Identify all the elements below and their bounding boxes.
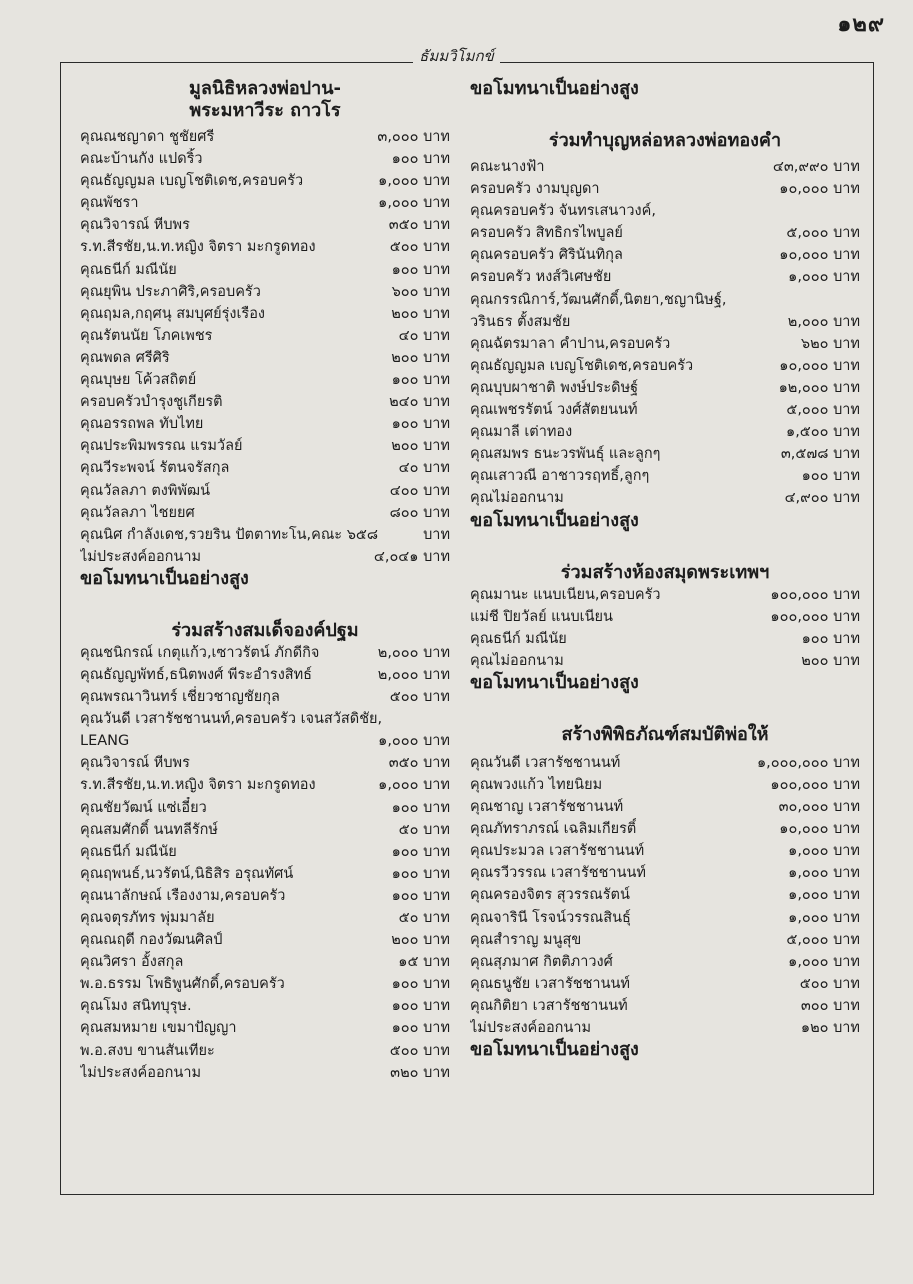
donor-amount: ๖๒๐ บาท <box>800 335 860 352</box>
donor-name: คุณพวงแก้ว ไทยนิยม <box>470 776 603 793</box>
donor-name: คุณครอบครัว จันทรเสนาวงค์, <box>470 203 656 220</box>
donor-amount: ๒๐๐ บาท <box>801 652 860 669</box>
donor-name: คุณวัลลภา ตงพิพัฒน์ <box>80 482 210 499</box>
donor-row <box>80 951 450 973</box>
donor-amount: ๔๐ บาท <box>398 327 450 344</box>
donor-name: คุณรัตนนัย โภคเพชร <box>80 327 213 344</box>
donor-row <box>80 524 450 546</box>
donor-row <box>80 259 450 281</box>
thanks-line: ขอโมทนาเป็นอย่างสูง <box>470 509 639 531</box>
donor-name: คุณพดล ศรีศิริ <box>80 349 170 366</box>
donor-amount: ๑,๐๐๐ บาท <box>378 195 450 212</box>
donor-row <box>470 311 860 333</box>
donor-name: คุณธัญญมล เบญโชติเดช,ครอบครัว <box>470 357 694 374</box>
donor-list-golden-a <box>470 156 860 200</box>
donor-amount: ๑๐,๐๐๐ บาท <box>779 357 860 374</box>
section-title-museum: สร้างพิพิธภัณฑ์สมบัติพ่อให้ <box>561 723 769 745</box>
running-header-text: ธัมมวิโมกข์ <box>413 47 500 65</box>
donor-amount: ๓,๐๐๐ บาท <box>377 129 450 145</box>
donor-row <box>470 973 860 995</box>
donor-amount: ๓๕๐ บาท <box>388 217 450 234</box>
donor-row <box>80 708 450 730</box>
donor-row <box>80 192 450 214</box>
donor-amount: ๕๐๐ บาท <box>389 689 450 706</box>
donor-name: คุณไม่ออกนาม <box>470 490 564 507</box>
donor-amount: ๑๐๐ บาท <box>391 799 450 816</box>
donor-name: วรินธร ตั้งสมชัย <box>470 313 571 330</box>
donor-amount: ๔,๐๔๑ บาท <box>373 548 450 565</box>
donor-name: คุณธนีก์ มณีนัย <box>80 261 177 278</box>
donor-amount: ๓๕๐ บาท <box>388 755 450 772</box>
donor-row <box>80 841 450 863</box>
donor-name: คุณสุภมาศ กิตติภาวงศ์ <box>470 953 613 970</box>
donor-amount: ๑๒,๐๐๐ บาท <box>778 379 860 396</box>
section-title-foundation: มูลนิธิหลวงพ่อปาน- <box>189 78 341 99</box>
donor-name: คุณฤมล,กฤศนุ สมบุศย์รุ่งเรือง <box>80 305 265 322</box>
donor-row <box>80 1040 450 1062</box>
donor-name: คุณพัชรา <box>80 195 139 212</box>
section-title-library: ร่วมสร้างห้องสมุดพระเทพฯ <box>560 561 770 583</box>
donor-row <box>470 156 860 178</box>
donor-row <box>470 443 860 465</box>
donor-row <box>80 863 450 885</box>
donor-row <box>80 369 450 391</box>
donor-name: คุณพรณาวินทร์ เชี่ยวชาญชัยกุล <box>80 689 280 706</box>
donor-amount: ๕,๐๐๐ บาท <box>786 225 860 242</box>
donor-row <box>80 126 450 148</box>
donor-amount: ๓๐,๐๐๐ บาท <box>778 799 860 816</box>
donor-name: คุณวัลลภา ไชยยศ <box>80 504 195 521</box>
donor-name: คุณรวีวรรณ เวสารัชชานนท์ <box>470 865 646 882</box>
donor-row <box>80 236 450 258</box>
donor-amount: ๑,๐๐๐ บาท <box>788 887 860 904</box>
donor-row <box>80 686 450 708</box>
donor-amount: ๔๓,๙๙๐ บาท <box>772 159 860 175</box>
donor-list-foundation <box>80 126 450 568</box>
donor-row <box>80 929 450 951</box>
donor-row <box>470 818 860 840</box>
donor-row <box>80 1062 450 1084</box>
donor-row <box>470 399 860 421</box>
donor-amount: ๒๐๐ บาท <box>391 438 450 455</box>
donor-name: ครอบครัว สิทธิกรไพบูลย์ <box>470 225 623 242</box>
donor-row <box>470 796 860 818</box>
donor-row <box>80 774 450 796</box>
donor-name: พ.อ.สงบ ขานสันเทียะ <box>80 1042 215 1059</box>
donor-row <box>470 862 860 884</box>
donor-name: ครอบครัว หงส์วิเศษชัย <box>470 269 612 286</box>
donor-amount: บาท <box>423 526 450 543</box>
donor-name: คุณธนูชัย เวสารัชชานนท์ <box>470 975 630 992</box>
donor-row <box>470 650 860 672</box>
donor-name: ไม่ประสงค์ออกนาม <box>80 548 202 565</box>
donor-list-golden-b <box>470 244 860 288</box>
donor-amount: ๒,๐๐๐ บาท <box>787 313 860 330</box>
thanks-line: ขอโมทนาเป็นอย่างสูง <box>470 78 639 99</box>
donor-amount: ๑,๐๐๐ บาท <box>788 953 860 970</box>
donor-name: คุณชนิกรณ์ เกตุแก้ว,เซาวรัตน์ ภักดีกิจ <box>80 644 320 661</box>
donor-amount: ๑๐๐ บาท <box>391 261 450 278</box>
donor-amount: ๒๐๐ บาท <box>391 932 450 949</box>
donor-amount: ๑๐๐ บาท <box>391 1020 450 1037</box>
donor-name: คุณกิติยา เวสารัชชานนท์ <box>470 997 628 1014</box>
donor-row <box>80 502 450 524</box>
donor-name: คุณชัยวัฒน์ แซ่เอี๋ยว <box>80 799 207 816</box>
donor-row <box>80 480 450 502</box>
donor-row <box>80 170 450 192</box>
donor-name: คุณบุษย โค้วสถิตย์ <box>80 372 197 389</box>
donor-name: คุณโมง สนิทบุรุษ. <box>80 998 192 1015</box>
donor-name: ร.ท.สีรชัย,น.ท.หญิง จิตรา มะกรูดทอง <box>80 239 316 256</box>
donor-row <box>80 730 450 752</box>
donor-amount: ๒๐๐ บาท <box>391 349 450 366</box>
donor-amount: ๑๐๐ บาท <box>801 468 860 485</box>
donor-amount: ๑,๐๐๐ บาท <box>788 843 860 860</box>
donor-row <box>470 266 860 288</box>
donor-name: คณะนางฟ้า <box>470 159 545 175</box>
donor-amount: ๓๒๐ บาท <box>390 1064 450 1081</box>
donor-row <box>470 487 860 509</box>
donor-amount: ๕๐๐ บาท <box>389 1042 450 1059</box>
donor-amount: ๔๐๐ บาท <box>389 482 450 499</box>
donor-row <box>80 325 450 347</box>
running-header <box>0 44 913 68</box>
donor-name: LEANG <box>80 733 130 750</box>
donor-row <box>80 797 450 819</box>
donor-row <box>80 995 450 1017</box>
donor-row <box>80 664 450 686</box>
donor-amount: ๕๐ บาท <box>398 910 450 926</box>
section-title-golden-buddha: ร่วมทำบุญหล่อหลวงพ่อทองคำ <box>548 130 782 151</box>
donor-row <box>470 200 860 222</box>
donor-name: คุณสมพร ธนะวรพันธุ์ และลูกๆ <box>470 446 661 463</box>
donor-list-somdet-b <box>80 752 450 1083</box>
donor-row <box>470 884 860 906</box>
donor-amount: ๑,๐๐๐ บาท <box>788 269 860 286</box>
donor-row <box>80 907 450 929</box>
donor-amount: ๑๐๐ บาท <box>391 372 450 389</box>
donor-amount: ๑,๐๐๐ บาท <box>788 865 860 882</box>
donor-amount: ๔,๙๐๐ บาท <box>784 490 860 507</box>
donor-name: คุณธัญญมล เบญโชติเดช,ครอบครัว <box>80 173 304 190</box>
donor-row <box>470 584 860 606</box>
donor-row <box>470 222 860 244</box>
donor-amount: ๕๐๐ บาท <box>799 975 860 992</box>
donor-row <box>470 929 860 951</box>
donor-amount: ๒,๐๐๐ บาท <box>377 644 450 661</box>
donor-name: คุณสมหมาย เขมาปัญญา <box>80 1020 237 1037</box>
donor-amount: ๑๐๐ บาท <box>391 976 450 993</box>
donor-amount: ๑๐๐,๐๐๐ บาท <box>770 608 860 625</box>
donor-row <box>80 457 450 479</box>
donor-row <box>80 303 450 325</box>
donor-amount: ๑๐๐ บาท <box>391 998 450 1015</box>
donor-row <box>470 289 860 311</box>
donor-amount: ๒๔๐ บาท <box>389 394 450 411</box>
donor-name: คุณวิศรา อั้งสกุล <box>80 954 184 971</box>
donor-amount: ๖๐๐ บาท <box>391 283 450 300</box>
donor-amount: ๕๐๐ บาท <box>389 239 450 256</box>
donor-name: คุณธัญญพัทธ์,ธนิตพงศ์ พีระอำรงสิทธ์ <box>80 666 313 683</box>
donor-row <box>80 546 450 568</box>
donor-amount: ๑,๐๐๐ บาท <box>788 909 860 926</box>
donor-list-somdet-a <box>80 642 450 708</box>
donor-name: คุณวันดี เวสารัชชานนท์ <box>470 754 621 771</box>
donor-name: ไม่ประสงค์ออกนาม <box>80 1064 202 1081</box>
donor-name: คุณธนีก์ มณีนัย <box>470 630 567 647</box>
donor-name: คุณครองจิตร สุวรรณรัตน์ <box>470 887 630 904</box>
donor-list-golden-c <box>470 333 860 510</box>
donor-row <box>80 214 450 236</box>
thanks-line: ขอโมทนาเป็นอย่างสูง <box>470 671 639 693</box>
donor-amount: ๑,๐๐๐ บาท <box>378 733 450 750</box>
donor-name: คุณจตุรภัทร พุ่มมาลัย <box>80 910 215 926</box>
donor-name: คุณประพิมพรรณ แรมวัลย์ <box>80 438 243 455</box>
left-column <box>80 78 450 1084</box>
donor-row <box>470 606 860 628</box>
donor-name: คุณกรรณิการ์,วัฒนศักดิ์,นิตยา,ชญานิษฐ์, <box>470 291 727 308</box>
donor-amount: ๑๐๐,๐๐๐ บาท <box>770 776 860 793</box>
donor-row <box>470 628 860 650</box>
donor-amount: ๘๐๐ บาท <box>389 504 450 521</box>
donor-name: คุณวิจารณ์ หีบพร <box>80 217 190 234</box>
donor-row <box>470 377 860 399</box>
donor-name: คุณนาลักษณ์ เรืองงาม,ครอบครัว <box>80 887 286 904</box>
donor-amount: ๓๐๐ บาท <box>800 997 860 1014</box>
donor-row <box>470 995 860 1017</box>
page-number: ๑๒๙ <box>837 12 885 37</box>
donor-amount: ๑๐๐ บาท <box>391 843 450 860</box>
donor-name: คุณสมศักดิ์ นนทลีรักษ์ <box>80 821 218 838</box>
thanks-line: ขอโมทนาเป็นอย่างสูง <box>80 567 249 589</box>
donor-row <box>80 281 450 303</box>
donor-name: แม่ชี ปิยวัลย์ แนบเนียน <box>470 608 613 625</box>
donor-name: คุณเพชรรัตน์ วงศ์สัตยนนท์ <box>470 402 638 419</box>
donor-amount: ๑,๐๐๐,๐๐๐ บาท <box>756 754 860 771</box>
donor-amount: ๑,๕๐๐ บาท <box>785 424 860 441</box>
donor-row <box>470 244 860 266</box>
donor-name: คุณครอบครัว ศิรินันทิกุล <box>470 247 623 264</box>
donor-list-museum <box>470 752 860 1039</box>
thanks-line: ขอโมทนาเป็นอย่างสูง <box>470 1039 639 1061</box>
donor-amount: ๑๐๐ บาท <box>391 887 450 904</box>
donor-row <box>470 333 860 355</box>
donor-name: คุณฤพนธ์,นวรัตน์,นิธิสิร อรุณทัศน์ <box>80 865 294 882</box>
donor-amount: ๑๕ บาท <box>398 954 450 971</box>
donor-amount: ๑๒๐ บาท <box>800 1020 860 1036</box>
donor-name: คุณนิศ กำลังเดช,รวยริน ปัตตาทะโน,คณะ ๖๕๘ <box>80 526 379 543</box>
donor-name: คุณจารินี โรจน์วรรณสินธุ์ <box>470 909 631 926</box>
donor-row <box>80 819 450 841</box>
donor-amount: ๑,๐๐๐ บาท <box>378 173 450 190</box>
donor-row <box>470 840 860 862</box>
donor-row <box>470 421 860 443</box>
donor-row <box>80 391 450 413</box>
donor-name: คุณสำราญ มนูสุข <box>470 931 582 948</box>
donor-amount: ๑๐๐ บาท <box>391 865 450 882</box>
donor-name: คุณวันดี เวสารัชชานนท์,ครอบครัว เจนสวัสดิชัย, <box>80 711 383 728</box>
donor-name: คุณชาญ เวสารัชชานนท์ <box>470 799 624 816</box>
donor-amount: ๑๐๐ บาท <box>391 416 450 433</box>
donor-amount: ๕,๐๐๐ บาท <box>786 931 860 948</box>
donor-name: คุณบุบผาชาติ พงษ์ประดิษฐ์ <box>470 379 639 396</box>
donor-amount: ๒๐๐ บาท <box>391 305 450 322</box>
donor-amount: ๕,๐๐๐ บาท <box>786 402 860 419</box>
section-title-somdet: ร่วมสร้างสมเด็จองค์ปฐม <box>171 619 359 641</box>
donor-row <box>80 973 450 995</box>
donor-name: คุณเสาวณี อาชาวรฤทธิ์,ลูกๆ <box>470 468 650 485</box>
donor-amount: ๔๐ บาท <box>398 460 450 477</box>
donor-row <box>80 347 450 369</box>
donor-name: ไม่ประสงค์ออกนาม <box>470 1020 592 1036</box>
donor-name: คุณธนีก์ มณีนัย <box>80 843 177 860</box>
donor-name: คุณวีระพจน์ รัตนจรัสกุล <box>80 460 230 477</box>
donor-row <box>470 752 860 774</box>
donor-name: พ.อ.ธรรม โพธิพูนศักดิ์,ครอบครัว <box>80 976 285 993</box>
donor-row <box>470 951 860 973</box>
donor-list-library <box>470 584 860 672</box>
donor-row <box>470 355 860 377</box>
donor-name: คุณมานะ แนบเนียน,ครอบครัว <box>470 586 661 603</box>
donor-row <box>80 642 450 664</box>
donor-amount: ๕๐ บาท <box>398 821 450 838</box>
donor-amount: ๑๐,๐๐๐ บาท <box>779 247 860 264</box>
donor-name: ครอบครัว งามบุญดา <box>470 181 600 198</box>
donor-row <box>80 435 450 457</box>
donor-name: คุณฉัตรมาลา คำปาน,ครอบครัว <box>470 335 671 352</box>
donor-amount: ๑๐๐ บาท <box>801 630 860 647</box>
donor-amount: ๑,๐๐๐ บาท <box>378 777 450 794</box>
donor-row <box>80 752 450 774</box>
donor-name: คุณณฤดี กองวัฒนศิลป์ <box>80 932 223 949</box>
donor-name: คุณประมวล เวสารัชชานนท์ <box>470 843 645 860</box>
donor-name: คุณอรรถพล ทับไทย <box>80 416 204 433</box>
donor-row <box>80 1017 450 1039</box>
donor-row <box>470 465 860 487</box>
donor-row <box>470 178 860 200</box>
donor-row <box>80 885 450 907</box>
donor-name: คุณวิจารณ์ หีบพร <box>80 755 190 772</box>
donor-amount: ๑๐,๐๐๐ บาท <box>779 821 860 838</box>
right-column <box>470 78 860 1061</box>
donor-name: คุณณชญาดา ชูชัยศรี <box>80 129 215 145</box>
donor-name: ครอบครัวบำรุงชูเกียรติ <box>80 394 223 411</box>
donor-amount: ๑๐๐ บาท <box>391 151 450 168</box>
donor-name: คุณไม่ออกนาม <box>470 652 564 669</box>
donor-row <box>80 148 450 170</box>
section-title-foundation-line2: พระมหาวีระ ถาวโร <box>189 100 341 121</box>
donor-amount: ๒,๐๐๐ บาท <box>377 666 450 683</box>
donor-row <box>470 774 860 796</box>
donor-name: คุณยุพิน ประภาศิริ,ครอบครัว <box>80 283 261 300</box>
donor-row <box>80 413 450 435</box>
donor-amount: ๓,๕๗๘ บาท <box>780 446 860 463</box>
donor-name: ร.ท.สีรชัย,น.ท.หญิง จิตรา มะกรูดทอง <box>80 777 316 794</box>
donor-name: คณะบ้านกัง แปดริ้ว <box>80 151 203 168</box>
donor-amount: ๑๐๐,๐๐๐ บาท <box>770 586 860 603</box>
donor-row <box>470 1017 860 1039</box>
donor-row <box>470 907 860 929</box>
donor-name: คุณมาลี เต่าทอง <box>470 424 573 441</box>
donor-amount: ๑๐,๐๐๐ บาท <box>779 181 860 198</box>
donor-name: คุณภัทราภรณ์ เฉลิมเกียรติ์ <box>470 821 637 838</box>
